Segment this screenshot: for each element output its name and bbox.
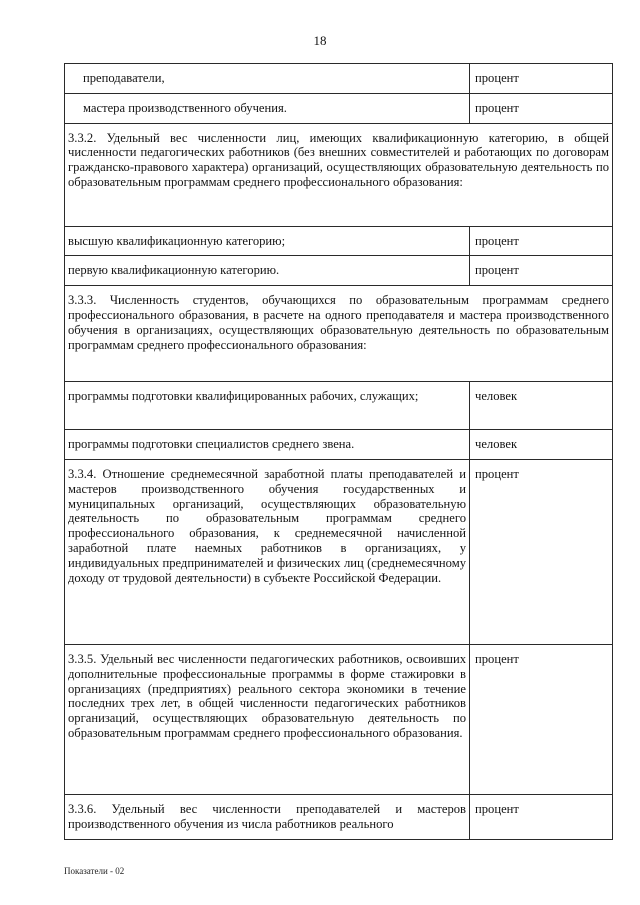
indicators-table [64, 63, 613, 840]
indicator-text: высшую квалификационную категорию; [65, 226, 470, 256]
page-number: 18 [313, 33, 327, 48]
table-row [65, 382, 613, 430]
unit-cell: процент [470, 256, 613, 286]
table-row [65, 123, 613, 226]
table-row [65, 64, 613, 94]
unit-cell: процент [470, 64, 613, 94]
table-row [65, 794, 613, 839]
table-row [65, 226, 613, 256]
indicator-text: первую квалификационную категорию. [65, 256, 470, 286]
indicator-text: мастера производственного обучения. [65, 93, 470, 123]
unit-cell: человек [470, 430, 613, 460]
section-heading: 3.3.2. Удельный вес численности лиц, имеющих квалификационную категорию, в общей численности педагогических работников (без внешних совместителей и работающих по договорам гражданско-правового характера) организаций, осуществляющих образовательную деятельность по образовательным программам среднего профессионального образования: [65, 123, 613, 226]
indicator-text: программы подготовки квалифицированных рабочих, служащих; [65, 382, 470, 430]
unit-cell: процент [470, 93, 613, 123]
unit-cell: процент [470, 459, 613, 644]
unit-cell: человек [470, 382, 613, 430]
table-row [65, 93, 613, 123]
unit-cell: процент [470, 226, 613, 256]
indicator-text: 3.3.5. Удельный вес численности педагогических работников, освоивших дополнительные профессиональные программы в форме стажировки в организациях (предприятиях) реального сектора экономики в течение последних трех лет, в общей численности педагогических работников организаций, осуществляющих образовательную деятельность по образовательным программам среднего профессионального образования. [65, 644, 470, 794]
table-row [65, 430, 613, 460]
table-row [65, 459, 613, 644]
footer-label: Показатели - 02 [64, 866, 125, 876]
table-row [65, 644, 613, 794]
unit-cell: процент [470, 644, 613, 794]
table-row [65, 286, 613, 382]
unit-cell: процент [470, 794, 613, 839]
section-heading: 3.3.3. Численность студентов, обучающихся по образовательным программам среднего профессионального образования, в расчете на одного преподавателя и мастера производственного обучения в организациях, осуществляющих образовательную деятельность по образовательным программам среднего профессионального образования: [65, 286, 613, 382]
indicator-text: 3.3.4. Отношение среднемесячной заработной платы преподавателей и мастеров производственного обучения государственных и муниципальных организаций, осуществляющих образовательную деятельность по образовательным программам среднего профессионального образования, к среднемесячной начисленной заработной плате наемных работников в организациях, у индивидуальных предпринимателей и физических лиц (среднемесячному доходу от трудовой деятельности) в субъекте Российской Федерации. [65, 459, 470, 644]
indicator-text: 3.3.6. Удельный вес численности преподавателей и мастеров производственного обучения из числа работников реального [65, 794, 470, 839]
indicator-text: программы подготовки специалистов среднего звена. [65, 430, 470, 460]
table-row [65, 256, 613, 286]
indicator-text: преподаватели, [65, 64, 470, 94]
